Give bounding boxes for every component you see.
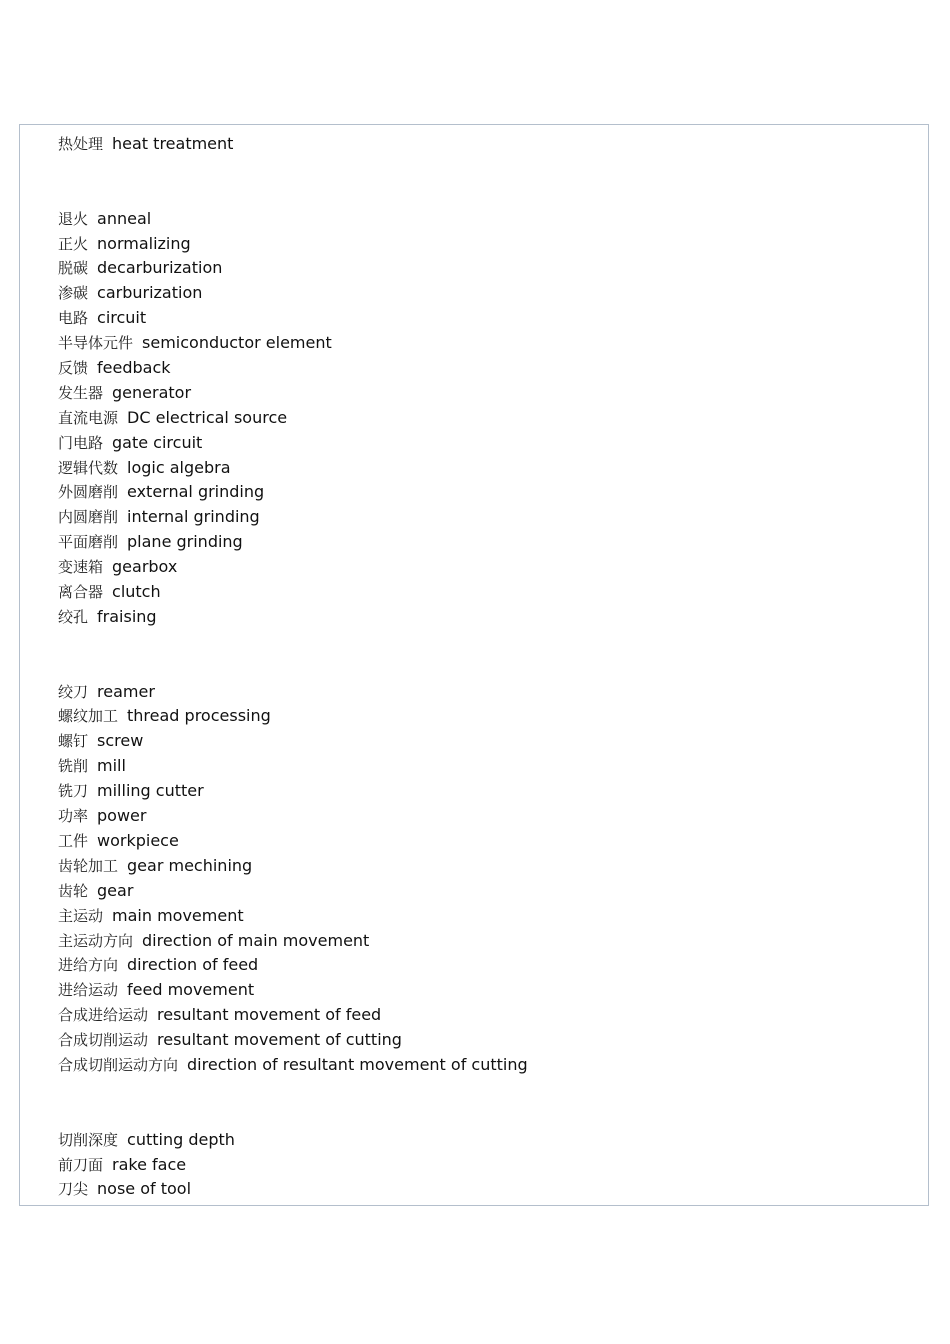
- term-english: carburization: [97, 283, 203, 303]
- term-english: feed movement: [127, 980, 255, 1000]
- term-row: [58, 929, 918, 954]
- term-row: [58, 680, 918, 705]
- term-row: [58, 1003, 918, 1028]
- term-chinese: 主运动方向: [58, 931, 134, 950]
- term-chinese: 齿轮加工: [58, 856, 119, 875]
- term-chinese: 铣刀: [58, 782, 89, 801]
- term-english: DC electrical source: [127, 407, 288, 427]
- term-english: logic algebra: [127, 457, 231, 477]
- term-english: gearbox: [112, 557, 178, 577]
- blank-line: [58, 157, 918, 182]
- term-english: direction of feed: [127, 955, 259, 975]
- term-row: [58, 207, 918, 232]
- term-english: feedback: [97, 358, 171, 378]
- term-list: [58, 132, 918, 1202]
- term-row: [58, 431, 918, 456]
- term-chinese: 齿轮: [58, 881, 89, 900]
- term-row: [58, 331, 918, 356]
- term-english: resultant movement of feed: [157, 1005, 382, 1025]
- term-row: [58, 1128, 918, 1153]
- term-english: internal grinding: [127, 507, 260, 527]
- term-english: fraising: [97, 606, 157, 626]
- term-row: [58, 555, 918, 580]
- term-chinese: 绞孔: [58, 607, 89, 626]
- term-chinese: 合成进给运动: [58, 1006, 149, 1025]
- term-row: [58, 1028, 918, 1053]
- term-chinese: 绞刀: [58, 682, 89, 701]
- blank-line: [58, 1078, 918, 1103]
- term-english: mill: [97, 756, 126, 776]
- term-english: generator: [112, 382, 192, 402]
- term-chinese: 退火: [58, 209, 89, 228]
- term-chinese: 正火: [58, 234, 89, 253]
- term-chinese: 半导体元件: [58, 334, 134, 353]
- term-row: [58, 1053, 918, 1078]
- term-row: [58, 704, 918, 729]
- term-english: milling cutter: [97, 781, 204, 801]
- term-chinese: 前刀面: [58, 1155, 104, 1174]
- term-chinese: 工件: [58, 831, 89, 850]
- term-english: nose of tool: [97, 1179, 192, 1199]
- term-chinese: 外圆磨削: [58, 483, 119, 502]
- term-chinese: 平面磨削: [58, 533, 119, 552]
- term-row: [58, 306, 918, 331]
- term-english: decarburization: [97, 258, 223, 278]
- blank-line: [58, 182, 918, 207]
- term-row: [58, 605, 918, 630]
- term-chinese: 热处理: [58, 135, 104, 153]
- term-english: rake face: [112, 1154, 187, 1174]
- term-chinese: 发生器: [58, 383, 104, 402]
- term-chinese: 进给运动: [58, 981, 119, 1000]
- term-row: [58, 480, 918, 505]
- term-row: [58, 804, 918, 829]
- term-chinese: 螺纹加工: [58, 707, 119, 726]
- term-chinese: 切削深度: [58, 1130, 119, 1149]
- term-chinese: 门电路: [58, 433, 104, 452]
- term-row: [58, 854, 918, 879]
- term-english: thread processing: [127, 706, 271, 726]
- term-row: [58, 904, 918, 929]
- term-row: [58, 256, 918, 281]
- term-chinese: 变速箱: [58, 558, 104, 577]
- term-chinese: 脱碳: [58, 259, 89, 278]
- term-row: [58, 132, 918, 157]
- blank-line: [58, 655, 918, 680]
- term-chinese: 渗碳: [58, 284, 89, 303]
- term-row: [58, 356, 918, 381]
- term-chinese: 合成切削运动方向: [58, 1055, 179, 1074]
- term-row: [58, 456, 918, 481]
- term-row: [58, 879, 918, 904]
- term-chinese: 螺钉: [58, 732, 89, 751]
- term-row: [58, 530, 918, 555]
- term-english: heat treatment: [112, 134, 234, 153]
- term-row: [58, 829, 918, 854]
- term-chinese: 反馈: [58, 359, 89, 378]
- term-row: [58, 381, 918, 406]
- term-english: workpiece: [97, 830, 179, 850]
- term-row: [58, 978, 918, 1003]
- term-row: [58, 779, 918, 804]
- term-chinese: 铣削: [58, 757, 89, 776]
- term-row: [58, 953, 918, 978]
- term-row: [58, 505, 918, 530]
- term-english: direction of resultant movement of cutting: [187, 1054, 528, 1074]
- term-chinese: 直流电源: [58, 408, 119, 427]
- term-english: circuit: [97, 308, 147, 328]
- term-row: [58, 1177, 918, 1202]
- term-chinese: 逻辑代数: [58, 458, 119, 477]
- term-row: [58, 232, 918, 257]
- term-chinese: 内圆磨削: [58, 508, 119, 527]
- term-english: gear: [97, 880, 134, 900]
- term-row: [58, 281, 918, 306]
- term-english: clutch: [112, 582, 161, 602]
- term-chinese: 功率: [58, 807, 89, 826]
- term-english: power: [97, 806, 147, 826]
- term-chinese: 合成切削运动: [58, 1031, 149, 1050]
- term-english: screw: [97, 731, 144, 751]
- term-chinese: 电路: [58, 309, 89, 328]
- term-chinese: 刀尖: [58, 1180, 89, 1199]
- term-english: anneal: [97, 208, 152, 228]
- term-row: [58, 580, 918, 605]
- term-english: cutting depth: [127, 1129, 235, 1149]
- term-english: semiconductor element: [142, 333, 332, 353]
- term-english: main movement: [112, 905, 244, 925]
- term-english: plane grinding: [127, 532, 243, 552]
- term-row: [58, 1153, 918, 1178]
- term-row: [58, 754, 918, 779]
- blank-line: [58, 1103, 918, 1128]
- blank-line: [58, 630, 918, 655]
- term-english: direction of main movement: [142, 930, 370, 950]
- term-english: reamer: [97, 681, 155, 701]
- term-english: normalizing: [97, 233, 191, 253]
- term-chinese: 进给方向: [58, 956, 119, 975]
- term-english: gate circuit: [112, 432, 203, 452]
- term-english: gear mechining: [127, 855, 253, 875]
- term-chinese: 离合器: [58, 583, 104, 602]
- term-english: external grinding: [127, 482, 265, 502]
- term-row: [58, 406, 918, 431]
- term-chinese: 主运动: [58, 906, 104, 925]
- term-english: resultant movement of cutting: [157, 1030, 402, 1050]
- term-row: [58, 729, 918, 754]
